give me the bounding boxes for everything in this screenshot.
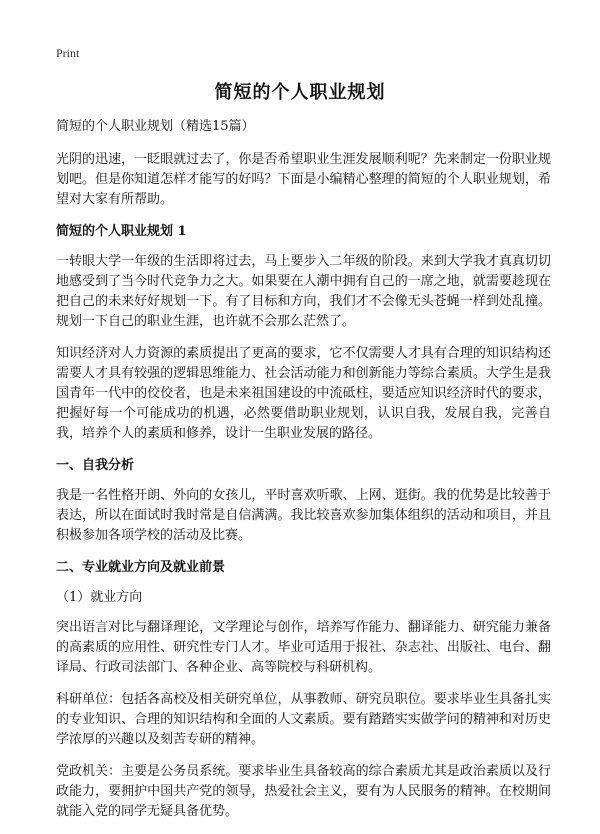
section1-paragraph-1: 一转眼大学一年级的生活即将过去，马上要步入二年级的阶段。来到大学我才真真切切地感受到了当今时代竞争力之大。如果要在人潮中拥有自己的一席之地，就需要趁现在把自己的未来好好规划一下。有了目标和方向，我们才不会像无头苍蝇一样到处乱撞。规划一下自己的职业生涯，也许就不会那么茫然了。: [56, 254, 551, 329]
document-subtitle: 简短的个人职业规划（精选15篇）: [56, 119, 255, 134]
self-analysis-heading: 一、自我分析: [56, 458, 135, 473]
career-paragraph-1: 突出语言对比与翻译理论，文学理论与创作，培养写作能力、翻译能力、研究能力兼备的高素质的应用性、研究性专门人才。毕业可适用于报社、杂志社、出版社、电台、翻译局、行政司法部门、各种企业、高等院校与科研机构。: [56, 620, 551, 675]
intro-paragraph: 光阴的迅速，一眨眼就过去了，你是否希望职业生涯发展顺利呢？先来制定一份职业规划吧。但是你知道怎样才能写的好吗？下面是小编精心整理的简短的个人职业规划，希望对大家有所帮助。: [56, 152, 551, 207]
self-analysis-paragraph: 我是一名性格开朗、外向的女孩儿，平时喜欢听歌、上网、逛街。我的优势是比较善于表达，所以在面试时我时常是自信满满。我比较喜欢参加集体组织的活动和项目，并且积极参加各项学校的活动及比赛。: [56, 488, 551, 543]
career-heading: 二、专业就业方向及就业前景: [56, 560, 226, 575]
document-title: 简短的个人职业规划: [214, 82, 386, 103]
section1-paragraph-2: 知识经济对人力资源的素质提出了更高的要求，它不仅需要人才具有合理的知识结构还需要人才具有较强的逻辑思维能力、社会活动能力和创新能力等综合素质。大学生是我国青年一代中的佼佼者，也是未来祖国建设的中流砥柱，要适应知识经济时代的要求，把握好每一个可能成功的机遇，必然要借助职业规划，认识自我，发展自我，完善自我，培养个人的素质和修养，设计一生职业发展的路径。: [56, 346, 551, 441]
section1-heading: 简短的个人职业规划 1: [56, 224, 187, 239]
document-body: [56, 118, 551, 834]
career-subheading: （1）就业方向: [56, 590, 143, 605]
print-link[interactable]: Print: [56, 46, 80, 60]
career-paragraph-2: 科研单位：包括各高校及相关研究单位，从事教师、研究员职位。要求毕业生具备扎实的专业知识、合理的知识结构和全面的人文素质。要有踏踏实实做学问的精神和对历史学浓厚的兴趣以及刻苦专研的精神。: [56, 692, 551, 747]
career-paragraph-3: 党政机关：主要是公务员系统。要求毕业生具备较高的综合素质尤其是政治素质以及行政能力，要拥护中国共产党的领导，热爱社会主义，要有为人民服务的精神。在校期间就能入党的同学无疑具备优势。: [56, 764, 551, 819]
